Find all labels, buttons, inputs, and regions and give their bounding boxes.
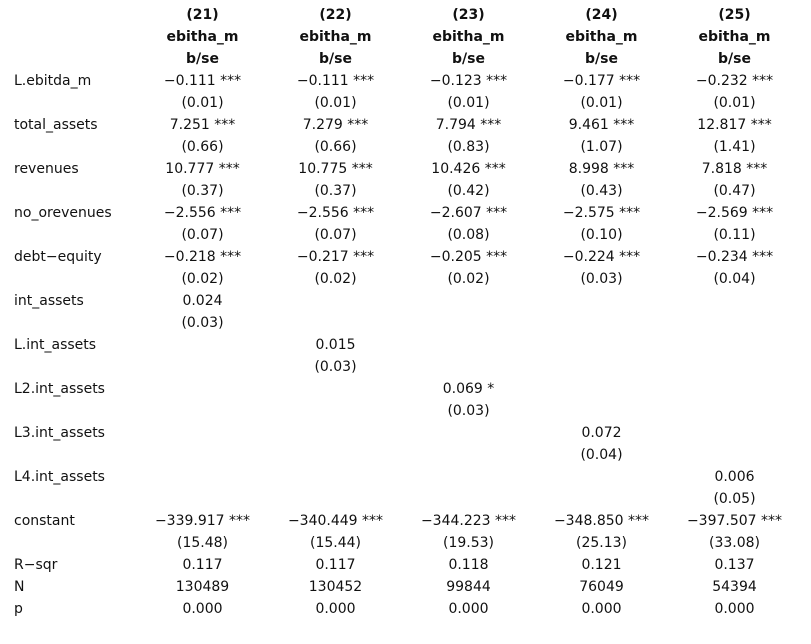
coefficient-row [14,510,801,532]
standard-error-cell: (0.42) [447,183,490,199]
standard-error-cell: (0.01) [314,95,357,111]
standard-error-cell: (0.11) [713,227,756,243]
stat-value: 0.121 [581,557,622,573]
coefficient-cell: 7.794 *** [435,117,502,133]
stat-label: R−sqr [14,557,58,573]
standard-error-cell: (0.08) [447,227,490,243]
column-number: (22) [319,7,352,23]
standard-error-row [14,224,801,246]
coefficient-cell [535,466,668,488]
coefficient-row [14,158,801,180]
coefficient-row [14,334,801,356]
standard-error-cell [269,488,402,510]
stat-value: 0.000 [448,601,489,617]
stat-label: N [14,579,25,595]
standard-error-cell: (0.43) [580,183,623,199]
statistic-label: b/se [319,51,352,67]
coefficient-cell [668,422,801,444]
coefficient-cell: 7.818 *** [701,161,768,177]
standard-error-cell [136,488,269,510]
variable-label: total_assets [14,117,98,133]
standard-error-row [14,268,801,290]
standard-error-row [14,400,801,422]
dependent-variable: ebitha_m [299,29,372,45]
coefficient-cell: 9.461 *** [568,117,635,133]
coefficient-cell [535,290,668,312]
model-stat-row [14,598,801,620]
variable-label: no_orevenues [14,205,112,221]
standard-error-cell [269,444,402,466]
coefficient-cell: −2.556 *** [163,205,242,221]
coefficient-row [14,466,801,488]
statistic-label: b/se [718,51,751,67]
coefficient-cell: −0.234 *** [695,249,774,265]
standard-error-cell [269,312,402,334]
standard-error-cell [136,400,269,422]
standard-error-row [14,356,801,378]
standard-error-cell: (0.37) [181,183,224,199]
standard-error-cell [402,444,535,466]
variable-label: revenues [14,161,79,177]
standard-error-cell: (0.01) [181,95,224,111]
standard-error-cell: (0.04) [713,271,756,287]
stat-value: 130452 [308,579,363,595]
standard-error-cell [668,400,801,422]
coefficient-cell: −2.607 *** [429,205,508,221]
variable-label: L.int_assets [14,337,97,353]
coefficient-cell [269,466,402,488]
coefficient-cell: −0.224 *** [562,249,641,265]
standard-error-cell [402,356,535,378]
header-row-stat [14,48,801,70]
coefficient-cell [136,378,269,400]
coefficient-cell: −2.556 *** [296,205,375,221]
standard-error-cell: (1.41) [713,139,756,155]
statistic-label: b/se [585,51,618,67]
coefficient-cell: 10.775 *** [298,161,373,177]
standard-error-row [14,92,801,114]
regression-table [14,4,801,620]
stat-label: p [14,601,23,617]
coefficient-cell: −0.205 *** [429,249,508,265]
variable-label: L3.int_assets [14,425,105,441]
standard-error-cell: (0.03) [181,315,224,331]
coefficient-cell: −339.917 *** [154,513,251,529]
table-body [14,70,801,620]
coefficient-cell: −0.111 *** [163,73,242,89]
standard-error-cell: (0.01) [713,95,756,111]
coefficient-cell: 10.426 *** [431,161,506,177]
standard-error-row [14,488,801,510]
dependent-variable: ebitha_m [698,29,771,45]
coefficient-row [14,202,801,224]
dependent-variable: ebitha_m [166,29,239,45]
coefficient-row [14,246,801,268]
variable-label: L.ebitda_m [14,73,92,89]
standard-error-cell [269,400,402,422]
stat-value: 0.137 [714,557,755,573]
stat-value: 0.000 [581,601,622,617]
coefficient-cell: 10.777 *** [165,161,240,177]
stat-value: 0.000 [714,601,755,617]
standard-error-cell [535,312,668,334]
coefficient-cell: −0.232 *** [695,73,774,89]
coefficient-cell [136,422,269,444]
coefficient-row [14,378,801,400]
standard-error-row [14,312,801,334]
standard-error-cell [535,356,668,378]
standard-error-cell: (0.66) [181,139,224,155]
standard-error-cell: (0.07) [181,227,224,243]
standard-error-row [14,444,801,466]
variable-label: constant [14,513,75,529]
coefficient-cell: 0.015 [315,337,356,353]
coefficient-cell [136,466,269,488]
standard-error-row [14,180,801,202]
coefficient-cell: −340.449 *** [287,513,384,529]
coefficient-row [14,114,801,136]
standard-error-cell: (0.83) [447,139,490,155]
standard-error-cell [535,400,668,422]
coefficient-cell: −0.123 *** [429,73,508,89]
header-row-dep [14,26,801,48]
coefficient-cell: −0.177 *** [562,73,641,89]
coefficient-row [14,422,801,444]
model-stat-row [14,554,801,576]
coefficient-cell: 0.069 * [442,381,495,397]
standard-error-cell: (0.02) [314,271,357,287]
header-corner [14,4,136,26]
standard-error-cell: (1.07) [580,139,623,155]
coefficient-cell [136,334,269,356]
coefficient-cell [402,466,535,488]
coefficient-row [14,290,801,312]
coefficient-cell: −0.111 *** [296,73,375,89]
variable-label: debt−equity [14,249,102,265]
coefficient-cell [402,290,535,312]
coefficient-cell: 0.006 [714,469,755,485]
column-number: (23) [452,7,485,23]
stat-value: 0.000 [182,601,223,617]
standard-error-cell: (0.02) [447,271,490,287]
column-number: (24) [585,7,618,23]
column-number: (21) [186,7,219,23]
standard-error-cell: (0.03) [447,403,490,419]
dependent-variable: ebitha_m [565,29,638,45]
standard-error-cell: (0.03) [580,271,623,287]
standard-error-cell [136,444,269,466]
standard-error-row [14,532,801,554]
coefficient-cell: −0.218 *** [163,249,242,265]
standard-error-cell: (0.04) [580,447,623,463]
dependent-variable: ebitha_m [432,29,505,45]
coefficient-cell: 0.024 [182,293,223,309]
coefficient-cell: −348.850 *** [553,513,650,529]
standard-error-cell [668,312,801,334]
standard-error-row [14,136,801,158]
standard-error-cell [535,488,668,510]
coefficient-cell [535,334,668,356]
coefficient-cell: −0.217 *** [296,249,375,265]
standard-error-cell [402,488,535,510]
standard-error-cell [136,356,269,378]
standard-error-cell: (15.48) [176,535,228,551]
coefficient-cell [668,378,801,400]
standard-error-cell: (19.53) [442,535,494,551]
standard-error-cell: (0.03) [314,359,357,375]
header-row-num [14,4,801,26]
stat-value: 54394 [712,579,757,595]
coefficient-cell: 0.072 [581,425,622,441]
stat-value: 0.117 [315,557,356,573]
coefficient-cell [668,334,801,356]
coefficient-cell: −2.575 *** [562,205,641,221]
stat-value: 0.117 [182,557,223,573]
standard-error-cell: (0.02) [181,271,224,287]
standard-error-cell: (0.37) [314,183,357,199]
standard-error-cell: (0.10) [580,227,623,243]
standard-error-cell: (0.66) [314,139,357,155]
variable-label: int_assets [14,293,84,309]
coefficient-cell: −397.507 *** [686,513,783,529]
standard-error-cell: (0.01) [580,95,623,111]
standard-error-cell: (0.07) [314,227,357,243]
stat-value: 76049 [579,579,624,595]
coefficient-cell: 12.817 *** [697,117,772,133]
standard-error-cell: (0.01) [447,95,490,111]
stat-value: 0.118 [448,557,489,573]
coefficient-cell [535,378,668,400]
standard-error-cell [668,356,801,378]
statistic-label: b/se [452,51,485,67]
standard-error-cell: (25.13) [575,535,627,551]
standard-error-cell: (15.44) [309,535,361,551]
coefficient-cell [269,290,402,312]
coefficient-cell [402,422,535,444]
standard-error-cell: (0.47) [713,183,756,199]
coefficient-cell: 8.998 *** [568,161,635,177]
coefficient-cell: −344.223 *** [420,513,517,529]
stat-value: 0.000 [315,601,356,617]
statistic-label: b/se [186,51,219,67]
standard-error-cell: (0.05) [713,491,756,507]
standard-error-cell: (33.08) [708,535,760,551]
coefficient-cell: −2.569 *** [695,205,774,221]
model-stat-row [14,576,801,598]
coefficient-cell: 7.279 *** [302,117,369,133]
coefficient-cell [269,378,402,400]
coefficient-cell [668,290,801,312]
variable-label: L2.int_assets [14,381,105,397]
coefficient-cell [402,334,535,356]
coefficient-cell: 7.251 *** [169,117,236,133]
column-number: (25) [718,7,751,23]
stat-value: 99844 [446,579,491,595]
variable-label: L4.int_assets [14,469,105,485]
stat-value: 130489 [175,579,230,595]
coefficient-row [14,70,801,92]
standard-error-cell [402,312,535,334]
standard-error-cell [668,444,801,466]
coefficient-cell [269,422,402,444]
